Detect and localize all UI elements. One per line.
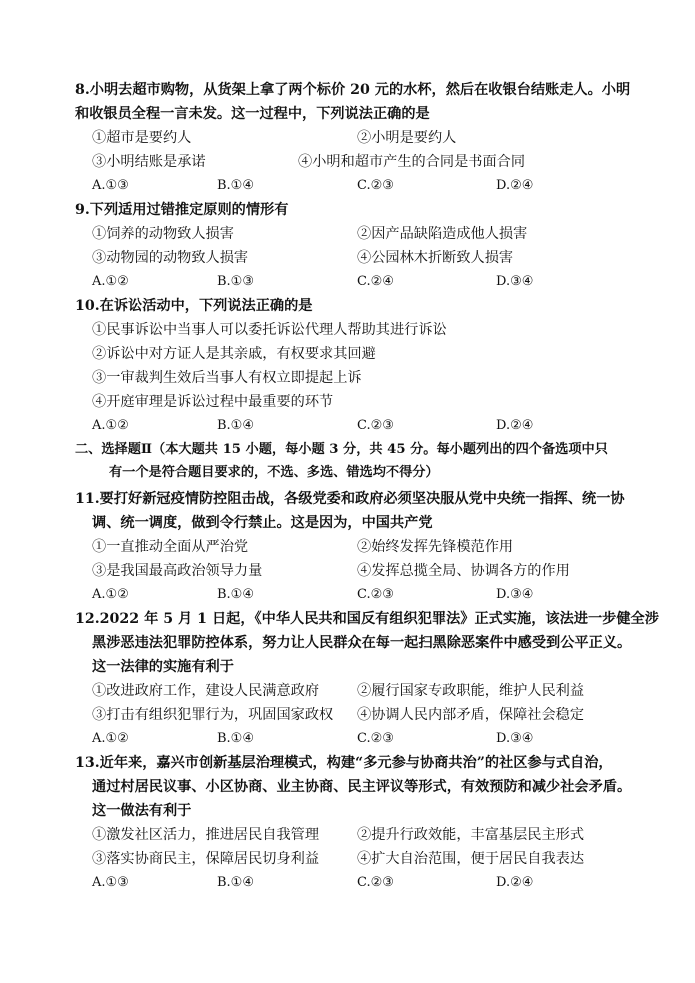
- q8-option-4: ④小明和超市产生的合同是书面合同: [298, 154, 526, 170]
- q8-answer-a: A.①③: [92, 178, 129, 193]
- q12-stem-line2: 黑涉恶违法犯罪防控体系，努力让人民群众在每一起扫黑除恶案件中感受到公平正义。: [92, 635, 632, 651]
- q13-option-3: ③落实协商民主，保障居民切身利益: [92, 851, 320, 867]
- q12-option-1: ①改进政府工作，建设人民满意政府: [92, 683, 320, 699]
- q11-option-2: ②始终发挥先锋模范作用: [357, 539, 514, 555]
- q12-answer-a: A.①②: [92, 731, 129, 746]
- q13-option-4: ④扩大自治范围，便于居民自我表达: [357, 851, 585, 867]
- q10-answer-a: A.①②: [92, 418, 129, 433]
- q9-option-2: ②因产品缺陷造成他人损害: [357, 226, 528, 242]
- q9-answer-b: B.①③: [217, 274, 254, 289]
- q13-answer-d: D.②④: [496, 875, 534, 890]
- q11-stem-line1: 11.要打好新冠疫情防控阻击战，各级党委和政府必须坚决服从党中央统一指挥、统一协: [75, 491, 625, 507]
- q11-answer-a: A.①②: [92, 587, 129, 602]
- section-2-heading-cont: 有一个是符合题目要求的，不选、多选、错选均不得分）: [109, 465, 439, 480]
- q11-option-4: ④发挥总揽全局、协调各方的作用: [357, 563, 570, 579]
- q9-answer-a: A.①②: [92, 274, 129, 289]
- q11-answer-b: B.①④: [217, 587, 254, 602]
- q8-answer-d: D.②④: [496, 178, 534, 193]
- q12-stem-line1: 12.2022 年 5 月 1 日起，《中华人民共和国反有组织犯罪法》正式实施，该法进一步健全涉: [75, 611, 659, 627]
- q9-option-4: ④公园林木折断致人损害: [357, 250, 514, 266]
- q13-option-1: ①激发社区活力，推进居民自我管理: [92, 827, 320, 843]
- q10-option-3: ③一审裁判生效后当事人有权立即提起上诉: [92, 370, 362, 386]
- q13-answer-a: A.①③: [92, 875, 129, 890]
- q13-answer-b: B.①④: [217, 875, 254, 890]
- q11-stem-line2: 调、统一调度，做到令行禁止。这是因为，中国共产党: [92, 515, 433, 531]
- q13-option-2: ②提升行政效能，丰富基层民主形式: [357, 827, 585, 843]
- q12-answer-d: D.③④: [496, 731, 534, 746]
- q12-answer-c: C.②③: [357, 731, 394, 746]
- q12-answer-b: B.①④: [217, 731, 254, 746]
- q12-option-4: ④协调人民内部矛盾，保障社会稳定: [357, 707, 585, 723]
- q10-option-1: ①民事诉讼中当事人可以委托诉讼代理人帮助其进行诉讼: [92, 322, 447, 338]
- q13-answer-c: C.②③: [357, 875, 394, 890]
- q9-stem: 9.下列适用过错推定原则的情形有: [75, 202, 289, 218]
- q8-option-3: ③小明结账是承诺: [92, 154, 206, 170]
- q11-answer-d: D.③④: [496, 587, 534, 602]
- q13-stem-line1: 13.近年来，嘉兴市创新基层治理模式，构建“多元参与协商共治”的社区参与式自治，: [75, 755, 613, 771]
- q9-option-1: ①饲养的动物致人损害: [92, 226, 234, 242]
- q9-option-3: ③动物园的动物致人损害: [92, 250, 249, 266]
- q8-stem-line2: 和收银员全程一言未发。这一过程中，下列说法正确的是: [75, 106, 430, 122]
- q9-answer-c: C.②④: [357, 274, 394, 289]
- q9-answer-d: D.③④: [496, 274, 534, 289]
- q10-stem: 10.在诉讼活动中，下列说法正确的是: [75, 298, 313, 314]
- q10-answer-b: B.①④: [217, 418, 254, 433]
- q12-stem-line3: 这一法律的实施有利于: [92, 659, 234, 675]
- q10-answer-d: D.②④: [496, 418, 534, 433]
- q12-option-2: ②履行国家专政职能，维护人民利益: [357, 683, 585, 699]
- q8-answer-c: C.②③: [357, 178, 394, 193]
- q13-stem-line3: 这一做法有利于: [92, 803, 192, 819]
- q11-option-3: ③是我国最高政治领导力量: [92, 563, 263, 579]
- q10-option-4: ④开庭审理是诉讼过程中最重要的环节: [92, 394, 334, 410]
- section-2-heading: 二、选择题Ⅱ（本大题共 15 小题，每小题 3 分，共 45 分。每小题列出的四个备选项中只: [75, 442, 608, 457]
- q13-stem-line2: 通过村居民议事、小区协商、业主协商、民主评议等形式，有效预防和减少社会矛盾。: [92, 779, 632, 795]
- q11-answer-c: C.②③: [357, 587, 394, 602]
- q10-option-2: ②诉讼中对方证人是其亲戚，有权要求其回避: [92, 346, 376, 362]
- q10-answer-c: C.②③: [357, 418, 394, 433]
- q8-option-2: ②小明是要约人: [357, 130, 457, 146]
- q11-option-1: ①一直推动全面从严治党: [92, 539, 249, 555]
- q8-answer-b: B.①④: [217, 178, 254, 193]
- q8-option-1: ①超市是要约人: [92, 130, 192, 146]
- q8-stem-line1: 8.小明去超市购物，从货架上拿了两个标价 20 元的水杯，然后在收银台结账走人。小明: [75, 82, 631, 98]
- q12-option-3: ③打击有组织犯罪行为，巩固国家政权: [92, 707, 334, 723]
